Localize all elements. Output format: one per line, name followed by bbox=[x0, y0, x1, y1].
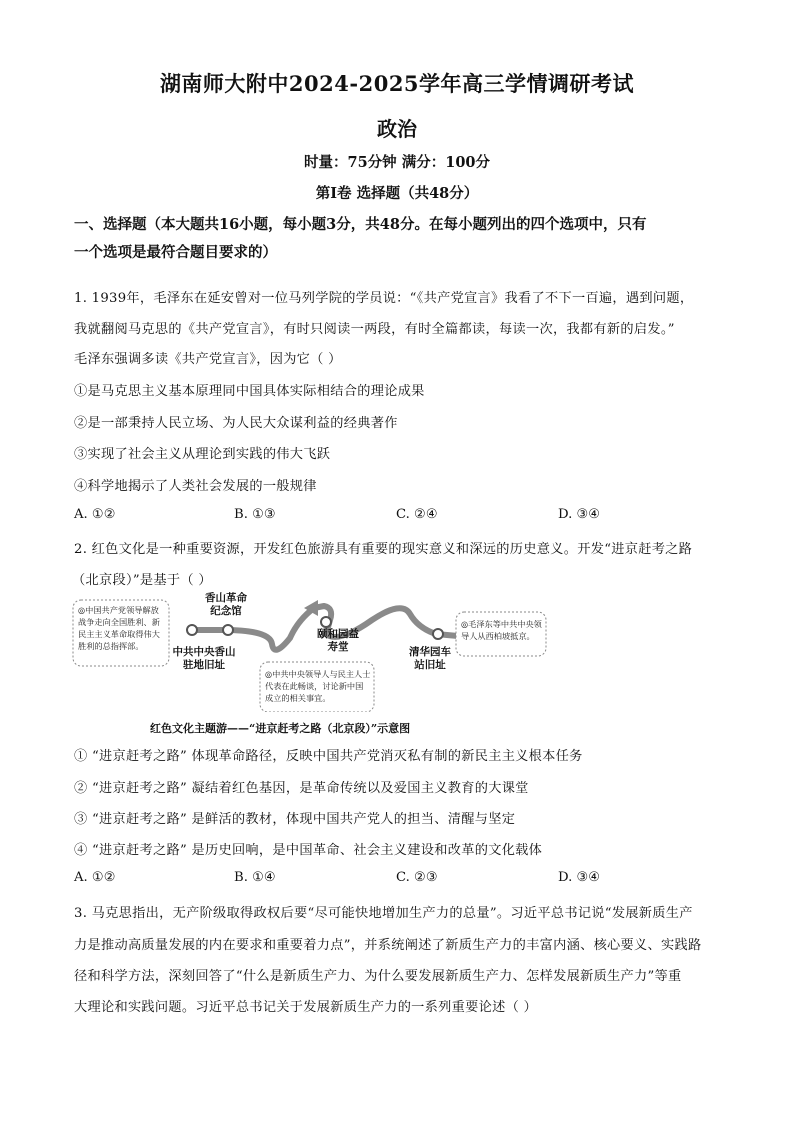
q1-statement-3: ③实现了社会主义从理论到实践的伟大飞跃 bbox=[74, 447, 331, 462]
q2-option-d: D. ③④ bbox=[558, 870, 601, 885]
q1-statement-2: ②是一部秉持人民立场、为人民大众谋利益的经典著作 bbox=[74, 416, 398, 431]
q1-option-b: B. ①③ bbox=[234, 507, 276, 522]
q3-line-4: 大理论和实践问题。习近平总书记关于发展新质生产力的一系列重要论述（ ） bbox=[74, 1000, 538, 1015]
q1-statement-1: ①是马克思主义基本原理同中国具体实际相结合的理论成果 bbox=[74, 384, 425, 399]
q3-line-3: 径和科学方法，深刻回答了“什么是新质生产力、为什么要发展新质生产力、怎样发展新质生产力”等重 bbox=[74, 969, 682, 984]
subject-title: 政治 bbox=[377, 117, 417, 141]
q1-line-1: 1. 1939年，毛泽东在延安曾对一位马列学院的学员说：“《共产党宣言》我看了不下一百遍，遇到问题， bbox=[74, 291, 694, 306]
route-diagram bbox=[72, 590, 552, 712]
marker-yiheyuan bbox=[321, 617, 331, 627]
q2-statement-2: ② “进京赶考之路” 凝结着红色基因，是革命传统以及爱国主义教育的大课堂 bbox=[74, 781, 529, 796]
q2-statement-1: ① “进京赶考之路” 体现革命路径，反映中国共产党消灭私有制的新民主主义根本任务 bbox=[74, 749, 583, 764]
label-xiangshan: 香山革命纪念馆 bbox=[205, 592, 247, 617]
q1-option-c: C. ②④ bbox=[396, 507, 438, 522]
marker-xiangshan bbox=[223, 625, 233, 635]
note-right: ◎毛泽东等中共中央领导人从西柏坡抵京。 bbox=[461, 619, 542, 641]
q2-line-2: （北京段）”是基于（ ） bbox=[72, 573, 212, 588]
part-title: 第Ⅰ卷 选择题（共48分） bbox=[315, 185, 479, 202]
q2-option-b: B. ①④ bbox=[234, 870, 276, 885]
exam-title: 湖南师大附中2024-2025学年高三学情调研考试 bbox=[159, 71, 635, 96]
q1-line-3: 毛泽东强调多读《共产党宣言》，因为它（ ） bbox=[74, 352, 342, 367]
q3-line-2: 力是推动高质量发展的内在要求和重要着力点”，并系统阐述了新质生产力的丰富内涵、核心要义、实践路 bbox=[74, 938, 702, 953]
section-heading-line2: 一个选项是最符合题目要求的） bbox=[74, 244, 277, 261]
marker-qinghua bbox=[433, 629, 443, 639]
q1-option-a: A. ①② bbox=[74, 507, 116, 522]
q2-line-1: 2. 红色文化是一种重要资源，开发红色旅游具有重要的现实意义和深远的历史意义。开发“进京赶考之路 bbox=[74, 542, 693, 557]
section-heading-line1: 一、选择题（本大题共16小题，每小题3分，共48分。在每小题列出的四个选项中，只有 bbox=[74, 216, 647, 233]
q1-line-2: 我就翻阅马克思的《共产党宣言》，有时只阅读一两段，有时全篇都读，每读一次，我都有新的启发。” bbox=[74, 322, 675, 337]
note-middle: ◎中共中央领导人与民主人士代表在此畅谈，讨论新中国成立的相关事宜。 bbox=[265, 669, 371, 703]
time-score: 时量：75分钟 满分：100分 bbox=[304, 154, 490, 171]
q2-statement-4: ④ “进京赶考之路” 是历史回响，是中国革命、社会主义建设和改革的文化载体 bbox=[74, 843, 543, 858]
q2-statement-3: ③ “进京赶考之路” 是鲜活的教材，体现中国共产党人的担当、清醒与坚定 bbox=[74, 812, 516, 827]
section-heading bbox=[74, 211, 734, 267]
label-yiheyuan: 颐和园益寿堂 bbox=[317, 628, 359, 653]
q2-option-a: A. ①② bbox=[74, 870, 116, 885]
q2-option-c: C. ②③ bbox=[396, 870, 438, 885]
q1-statement-4: ④科学地揭示了人类社会发展的一般规律 bbox=[74, 479, 317, 494]
label-zhonggong: 中共中央香山驻地旧址 bbox=[172, 646, 236, 671]
marker-zhonggong bbox=[187, 625, 197, 635]
q3-line-1: 3. 马克思指出，无产阶级取得政权后要“尽可能快地增加生产力的总量”。习近平总书记说“发展新质生产 bbox=[74, 906, 693, 921]
note-left: ◎中国共产党领导解放战争走向全国胜利、新民主主义革命取得伟大胜利的总指挥部。 bbox=[78, 605, 160, 651]
diagram-caption: 红色文化主题游——“进京赶考之路（北京段）”示意图 bbox=[150, 722, 411, 735]
q1-option-d: D. ③④ bbox=[558, 507, 601, 522]
label-qinghua: 清华园车站旧址 bbox=[409, 646, 451, 671]
